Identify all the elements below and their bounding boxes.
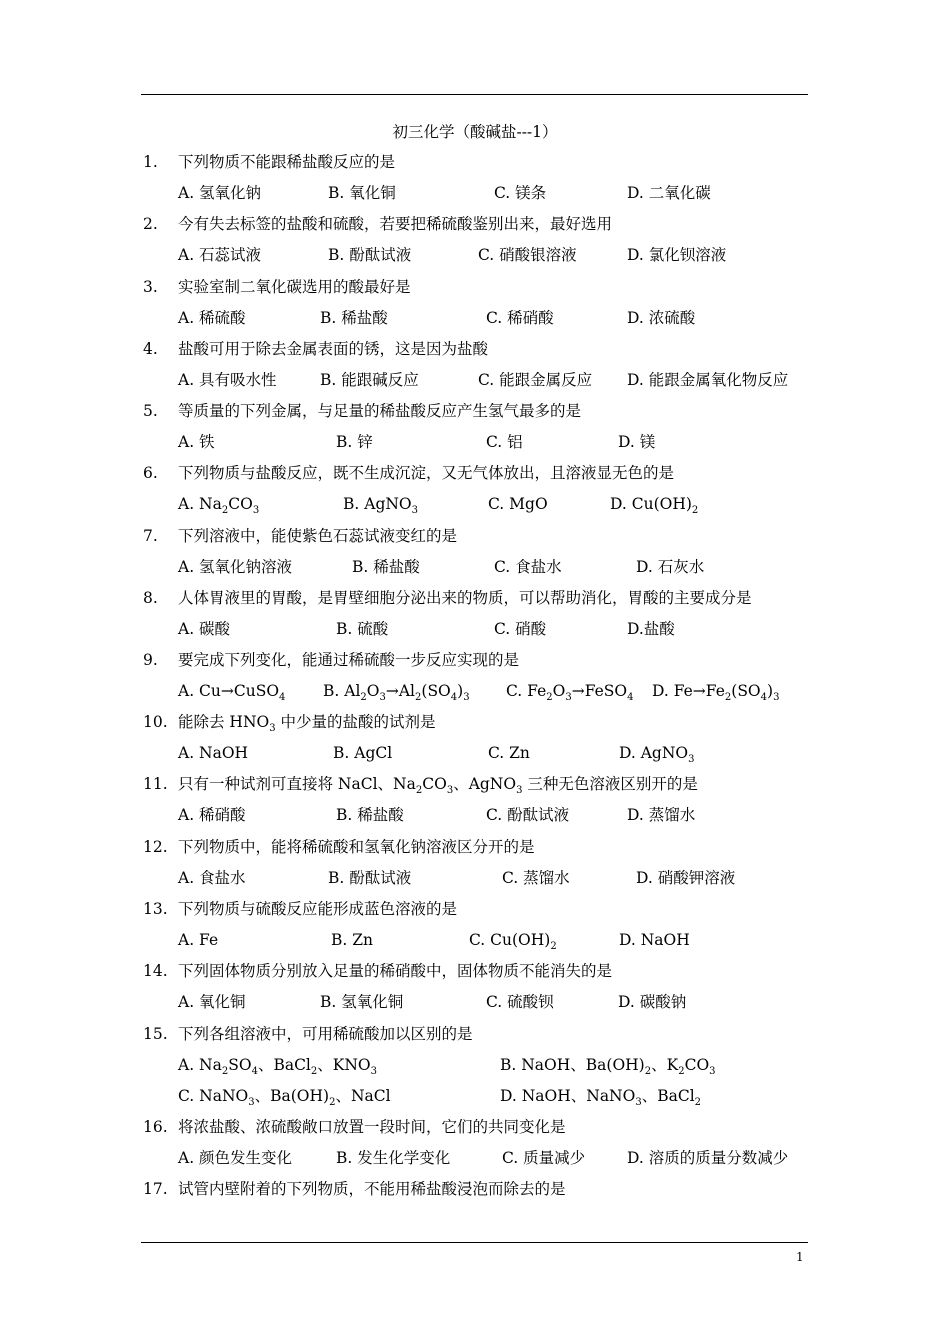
answer-option: C. 蒸馏水 [502,869,570,887]
question-text: 能除去 $HNO_3$ 中少量的盐酸的试剂是 [178,713,436,734]
answer-option: C. 硫酸钡 [486,993,554,1011]
question-number: 9. [143,651,158,669]
answer-option: A. 氧化铜 [178,993,246,1011]
question-number: 5. [143,402,158,420]
question-text: 将浓盐酸、浓硫酸敞口放置一段时间，它们的共同变化是 [178,1118,566,1136]
answer-option: C. 硝酸银溶液 [478,246,577,264]
answer-option: D. $Fe\to Fe_2(SO_4)_3$ [652,682,780,703]
question-text: 下列固体物质分别放入足量的稀硝酸中，固体物质不能消失的是 [178,962,613,980]
question-text: 下列物质中，能将稀硫酸和氢氧化钠溶液区分开的是 [178,838,535,856]
question-text: 下列物质不能跟稀盐酸反应的是 [178,153,396,171]
question-number: 16. [143,1118,168,1136]
answer-option: A. $Na_2SO_4$、BaCl$_2$、$KNO_3$ [178,1056,377,1077]
answer-option: C. Zn [488,744,530,762]
answer-option: D. NaOH、NaNO$_3$、BaCl$_2$ [500,1087,702,1108]
answer-option: B. 锌 [336,433,373,451]
answer-option: B. 硫酸 [336,620,389,638]
question-text: 下列溶液中，能使紫色石蕊试液变红的是 [178,527,458,545]
answer-option: A. 稀硫酸 [178,309,246,327]
question-number: 17. [143,1180,168,1198]
answer-option: B. 氧化铜 [328,184,396,202]
answer-option: D. 碳酸钠 [618,993,687,1011]
header-rule [141,94,808,95]
question-text: 下列物质与盐酸反应，既不生成沉淀，又无气体放出，且溶液显无色的是 [178,464,675,482]
answer-option: B. 发生化学变化 [336,1149,451,1167]
answer-option: B. 稀盐酸 [320,309,388,327]
answer-option: D. 镁 [618,433,656,451]
answer-option: B. 酚酞试液 [328,246,412,264]
question-number: 15. [143,1025,168,1043]
answer-option: B. NaOH、$Ba(OH)_2$、$K_2CO_3$ [500,1056,716,1077]
answer-option: B. Zn [331,931,373,949]
question-text: 人体胃液里的胃酸，是胃壁细胞分泌出来的物质，可以帮助消化，胃酸的主要成分是 [178,589,752,607]
answer-option: C. 食盐水 [494,558,562,576]
answer-option: D. 能跟金属氧化物反应 [627,371,789,389]
answer-option: A. NaOH [178,744,249,762]
answer-option: D. 二氧化碳 [627,184,711,202]
answer-option: A. 颜色发生变化 [178,1149,293,1167]
answer-option: A. Cu→CuSO$_4$ [178,682,286,703]
question-number: 14. [143,962,168,980]
answer-option: D. 蒸馏水 [627,806,696,824]
answer-option: C. 硝酸 [494,620,547,638]
answer-option: B. 酚酞试液 [328,869,412,887]
question-text: 要完成下列变化，能通过稀硫酸一步反应实现的是 [178,651,520,669]
question-text: 盐酸可用于除去金属表面的锈，这是因为盐酸 [178,340,489,358]
answer-option: B. 能跟碱反应 [320,371,419,389]
answer-option: B. 氢氧化铜 [320,993,404,1011]
question-text: 下列物质与硫酸反应能形成蓝色溶液的是 [178,900,458,918]
question-text: 下列各组溶液中，可用稀硫酸加以区别的是 [178,1025,473,1043]
answer-option: C. 稀硝酸 [486,309,554,327]
page-title: 初三化学（酸碱盐---1） [392,123,558,141]
answer-option: D. 石灰水 [636,558,705,576]
answer-option: D. NaOH [619,931,690,949]
question-number: 13. [143,900,168,918]
answer-option: A. 氢氧化钠 [178,184,262,202]
answer-option: D. 氯化钡溶液 [627,246,727,264]
question-number: 11. [143,775,168,793]
answer-option: A. 石蕊试液 [178,246,262,264]
page-number: 1 [796,1250,804,1264]
answer-option: A. 稀硝酸 [178,806,246,824]
question-text: 等质量的下列金属，与足量的稀盐酸反应产生氢气最多的是 [178,402,582,420]
answer-option: A. Fe [178,931,219,949]
answer-option: C. 铝 [486,433,523,451]
answer-option: A. 具有吸水性 [178,371,277,389]
answer-option: C. 酚酞试液 [486,806,570,824]
question-text: 实验室制二氧化碳选用的酸最好是 [178,278,411,296]
footer-rule [141,1242,808,1243]
question-number: 10. [143,713,168,731]
answer-option: A. $Na_2CO_3$ [178,495,260,516]
answer-option: D.盐酸 [627,620,675,638]
answer-option: C. NaNO$_3$、$Ba(OH)_2$、NaCl [178,1087,391,1108]
answer-option: C. $Fe_2O_3\to FeSO_4$ [506,682,634,703]
answer-option: D. $Cu(OH)_2$ [610,495,699,516]
answer-option: A. 铁 [178,433,215,451]
question-text: 只有一种试剂可直接将 NaCl、$Na_2CO_3$、AgNO$_3$ 三种无色溶液区别开的是 [178,775,698,796]
answer-option: D. AgNO$_3$ [619,744,695,765]
answer-option: B. 稀盐酸 [336,806,404,824]
answer-option: D. 浓硫酸 [627,309,696,327]
question-number: 7. [143,527,158,545]
answer-option: B. AgNO$_3$ [343,495,419,516]
answer-option: C. $Cu(OH)_2$ [469,931,557,952]
answer-option: B. AgCl [333,744,393,762]
answer-option: D. 溶质的质量分数减少 [627,1149,789,1167]
question-text: 试管内壁附着的下列物质，不能用稀盐酸浸泡而除去的是 [178,1180,566,1198]
answer-option: C. 质量减少 [502,1149,586,1167]
answer-option: C. MgO [488,495,548,513]
answer-option: B. $Al_2O_3\to Al_2(SO_4)_3$ [323,682,470,703]
question-number: 4. [143,340,158,358]
question-number: 6. [143,464,158,482]
answer-option: A. 食盐水 [178,869,246,887]
answer-option: C. 能跟金属反应 [478,371,593,389]
answer-option: C. 镁条 [494,184,547,202]
answer-option: D. 硝酸钾溶液 [636,869,736,887]
answer-option: A. 碳酸 [178,620,231,638]
answer-option: A. 氢氧化钠溶液 [178,558,293,576]
question-number: 1. [143,153,158,171]
question-text: 今有失去标签的盐酸和硫酸，若要把稀硫酸鉴别出来，最好选用 [178,215,613,233]
question-number: 3. [143,278,158,296]
question-number: 2. [143,215,158,233]
question-number: 12. [143,838,168,856]
answer-option: B. 稀盐酸 [352,558,420,576]
question-number: 8. [143,589,158,607]
